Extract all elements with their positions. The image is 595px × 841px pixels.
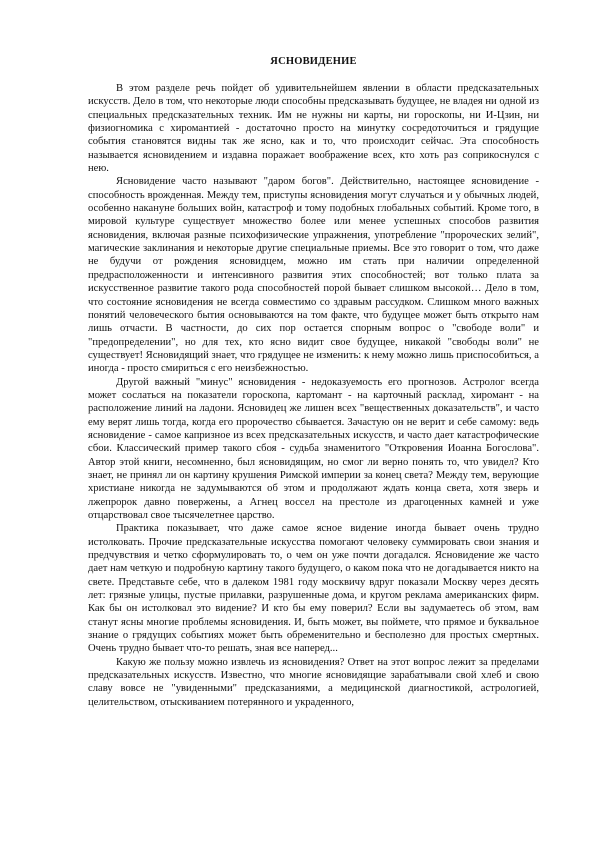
paragraph-5: Какую же пользу можно извлечь из ясновидения? Ответ на этот вопрос лежит за пределами предсказательных искусств. Известно, что многие ясновидящие зарабатывали свой хлеб и свою славу вовсе не "увиденными" предсказаниями, а медицинской диагностикой, астрологией, целительством, отыскиванием потерянного и украденного, — [88, 656, 539, 708]
document-title: ЯСНОВИДЕНИЕ — [270, 56, 357, 67]
paragraph-1: В этом разделе речь пойдет об удивительнейшем явлении в области предсказательных искусств. Дело в том, что некоторые люди способны предсказывать будущее, не владея ни одной из специальных предсказательных техник. Им не нужны ни карты, ни гороскопы, ни И-Цзин, ни физиогномика с хиромантией - достаточно просто на минутку сосредоточиться и грядущие события становятся видны так же ясно, как и то, что происходит сейчас. Эта способность называется ясновидением и издавна поражает воображение всех, кто хоть раз соприкоснулся с нею. — [88, 83, 539, 175]
paragraph-2: Ясновидение часто называют "даром богов". Действительно, настоящее ясновидение - способность врожденная. Между тем, приступы ясновидения могут случаться и у обычных людей, особенно накануне больших войн, катастроф и тому подобных глобальных событий. Кроме того, в мировой культуре существует множество более или менее успешных способов развития ясновидения, включая разные психофизические упражнения, употребление "пророческих зелий", магические заклинания и некоторые другие специальные приемы. Все это говорит о том, что даже не будучи от рождения ясновидцем, можно им стать при наличии определенной предрасположенности и интенсивного развития этих способностей; вот только плата за искусственное развитие такого рода способностей порой бывает слишком высокой… Дело в том, что состояние ясновидения не всегда совместимо со здравым рассудком. Слишком много важных понятий человеческого бытия основываются на том факте, что будущее может быть открыто нам лишь отчасти. В частности, до сих пор остается спорным вопрос о "свободе воли" и "предопределении", но для тех, кто ясно видит свое будущее, никакой "свободы воли" не существует! Ясновидящий знает, что грядущее не изменить: к нему можно лишь приспособиться, а иногда - просто смириться с его неизбежностью. — [88, 176, 539, 375]
paragraph-3: Другой важный "минус" ясновидения - недоказуемость его прогнозов. Астролог всегда может сослаться на показатели гороскопа, картомант - на карточный расклад, хиромант - на расположение линий на ладони. Ясновидец же лишен всех "вещественных доказательств", и часто ему верят лишь тогда, когда его пророчество сбывается. Зачастую он не верит и себе самому: ведь ясновидение - самое капризное из всех предсказательных искусств, и часто дает катастрофические сбои. Классический пример такого сбоя - судьба знаменитого "Откровения Иоанна Богослова". Автор этой книги, несомненно, был ясновидящим, но смог ли верно понять то, что увидел? Кто знает, не принял ли он картину крушения Римской империи за конец света? Между тем, верующие христиане никогда не задумываются об этом и продолжают ждать конца света, хотя зверь и лжепророк давно повержены, а Агнец воссел на престоле из драгоценных камней и уже отцарствовал свое тысячелетнее царство. — [88, 376, 539, 521]
document-page — [88, 56, 539, 709]
paragraph-4: Практика показывает, что даже самое ясное видение иногда бывает очень трудно истолковать. Прочие предсказательные искусства помогают человеку суммировать свои знания и предчувствия и четко сформулировать то, о чем он уже почти догадался. Ясновидение же часто дает нам четкую и подробную картину такого будущего, о каком пока что не догадывается никто на свете. Представьте себе, что в далеком 1981 году москвичу вдруг показали Москву через десять лет: грязные улицы, пустые прилавки, разрушенные дома, и кругом реклама американских фирм. Как бы он истолковал это видение? И кто бы ему поверил? Если вы задумаетесь об этом, вам станут ясны многие проблемы ясновидения. И, быть может, вы поймете, что прямое и буквальное знание о грядущих событиях может быть обременительно и бесполезно для простых смертных. Очень трудно бывает что-то решать, зная все наперед... — [88, 523, 539, 655]
